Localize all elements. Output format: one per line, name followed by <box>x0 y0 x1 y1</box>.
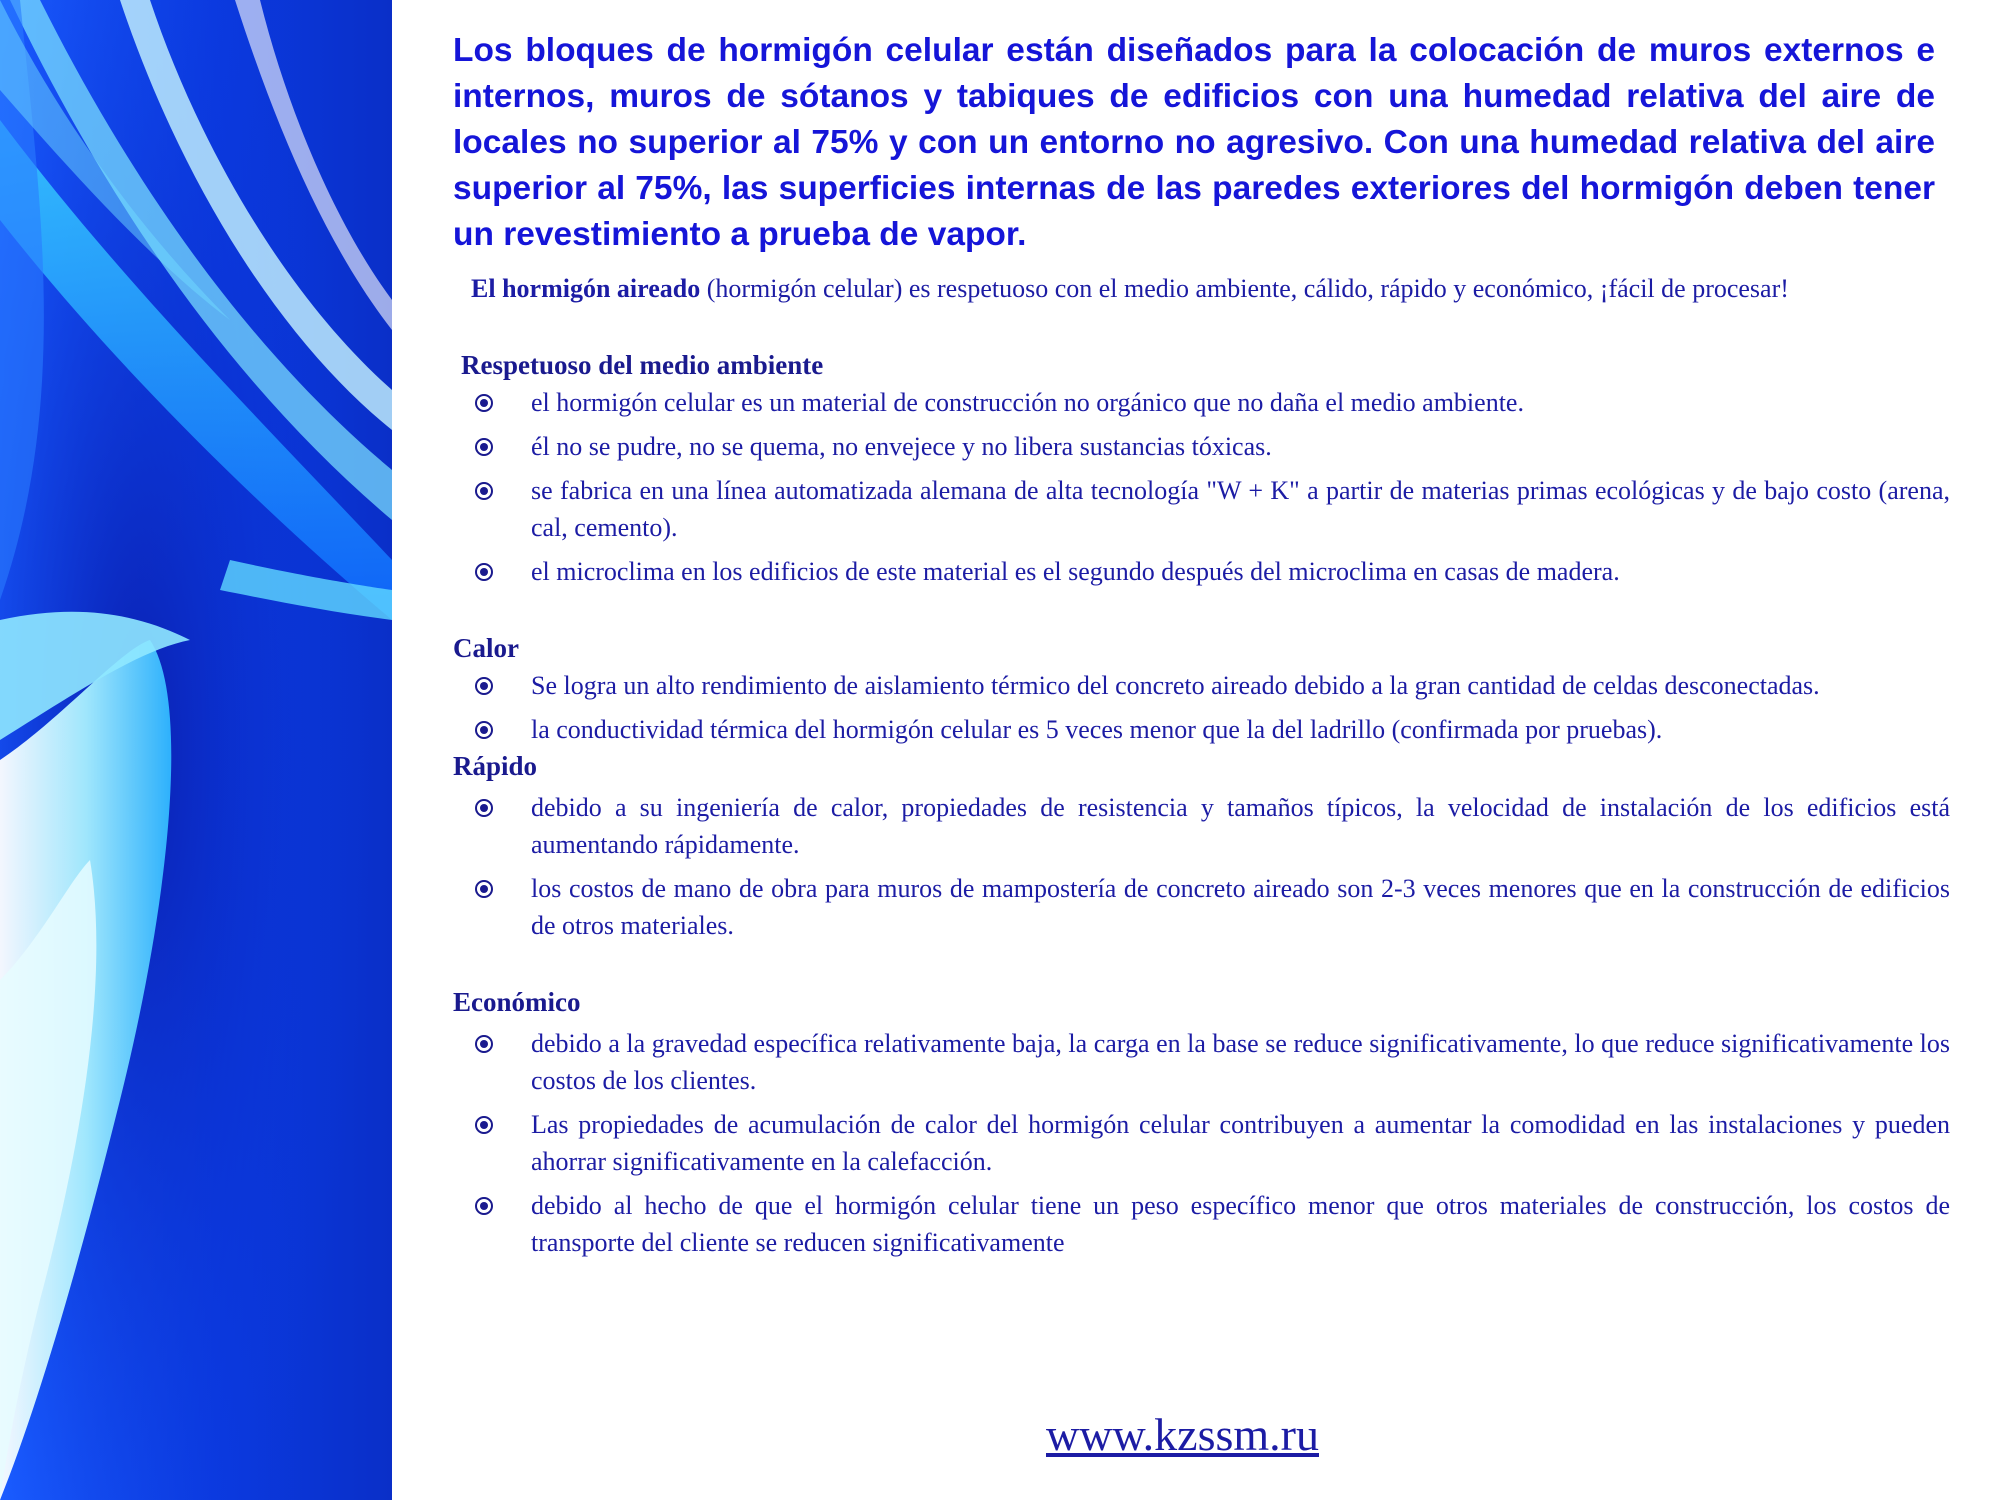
radio-bullet-icon <box>475 1116 493 1134</box>
section-title: Económico <box>453 987 581 1017</box>
radio-bullet-icon <box>475 880 493 898</box>
list-item <box>453 870 1950 944</box>
list-item <box>453 1187 1950 1261</box>
radio-bullet-icon <box>475 394 493 412</box>
radio-bullet-icon <box>475 438 493 456</box>
section-heat-list <box>453 667 1950 748</box>
list-item <box>453 711 1950 748</box>
website-link[interactable]: www.kzssm.ru <box>1046 1409 1319 1460</box>
intro-rest: (hormigón celular) es respetuoso con el medio ambiente, cálido, rápido y económico, ¡fácil de procesar! <box>700 274 1789 303</box>
intro-bold: El hormigón aireado <box>471 274 701 303</box>
list-item-text: los costos de mano de obra para muros de mampostería de concreto aireado son 2-3 veces menores que en la construcción de edificios de otros materiales. <box>531 874 1950 940</box>
list-item-text: Las propiedades de acumulación de calor del hormigón celular contribuyen a aumentar la comodidad en las instalaciones y pueden ahorrar significativamente en la calefacción. <box>531 1110 1950 1176</box>
radio-bullet-icon <box>475 677 493 695</box>
decorative-curtain-panel <box>0 0 392 1500</box>
section-environment-list <box>453 384 1950 590</box>
list-item-text: debido a la gravedad específica relativamente baja, la carga en la base se reduce significativamente, lo que reduce significativamente los costos de los clientes. <box>531 1029 1950 1095</box>
section-title: Rápido <box>453 751 538 781</box>
list-item-text: el hormigón celular es un material de construcción no orgánico que no daña el medio ambiente. <box>531 388 1524 417</box>
list-item <box>453 789 1950 863</box>
list-item <box>453 667 1950 704</box>
list-item <box>453 428 1950 465</box>
radio-bullet-icon <box>475 563 493 581</box>
list-item-text: debido a su ingeniería de calor, propiedades de resistencia y tamaños típicos, la velocidad de instalación de los edificios está aumentando rápidamente. <box>531 793 1950 859</box>
radio-bullet-icon <box>475 721 493 739</box>
list-item <box>453 472 1950 546</box>
list-item-text: el microclima en los edificios de este material es el segundo después del microclima en casas de madera. <box>531 557 1620 586</box>
section-environment <box>461 347 1950 384</box>
section-title: Calor <box>453 633 519 663</box>
list-item <box>453 384 1950 421</box>
section-fast-list <box>453 789 1950 944</box>
intro-paragraph <box>471 270 1950 307</box>
radio-bullet-icon <box>475 1035 493 1053</box>
list-item-text: él no se pudre, no se quema, no envejece y no libera sustancias tóxicas. <box>531 432 1272 461</box>
list-item <box>453 1025 1950 1099</box>
list-item-text: Se logra un alto rendimiento de aislamiento térmico del concreto aireado debido a la gran cantidad de celdas desconectadas. <box>531 671 1820 700</box>
lead-paragraph: Los bloques de hormigón celular están diseñados para la colocación de muros externos e internos, muros de sótanos y tabiques de edificios con una humedad relativa del aire de locales no superior al 75% y con un entorno no agresivo. Con una humedad relativa del aire superior al 75%, las superficies internas de las paredes exteriores del hormigón deben tener un revestimiento a prueba de vapor. <box>453 32 1935 253</box>
list-item-text: la conductividad térmica del hormigón celular es 5 veces menor que la del ladrillo (confirmada por pruebas). <box>531 715 1663 744</box>
section-title: Respetuoso del medio ambiente <box>461 350 824 380</box>
list-item-text: se fabrica en una línea automatizada alemana de alta tecnología "W + K" a partir de materias primas ecológicas y de bajo costo (arena, cal, cemento). <box>531 476 1950 542</box>
radio-bullet-icon <box>475 1197 493 1215</box>
list-item-text: debido al hecho de que el hormigón celular tiene un peso específico menor que otros materiales de construcción, los costos de transporte del cliente se reducen significativamente <box>531 1191 1950 1257</box>
main-content <box>453 28 1950 1268</box>
section-economic-list <box>453 1025 1950 1261</box>
radio-bullet-icon <box>475 482 493 500</box>
radio-bullet-icon <box>475 799 493 817</box>
list-item <box>453 553 1950 590</box>
list-item <box>453 1106 1950 1180</box>
